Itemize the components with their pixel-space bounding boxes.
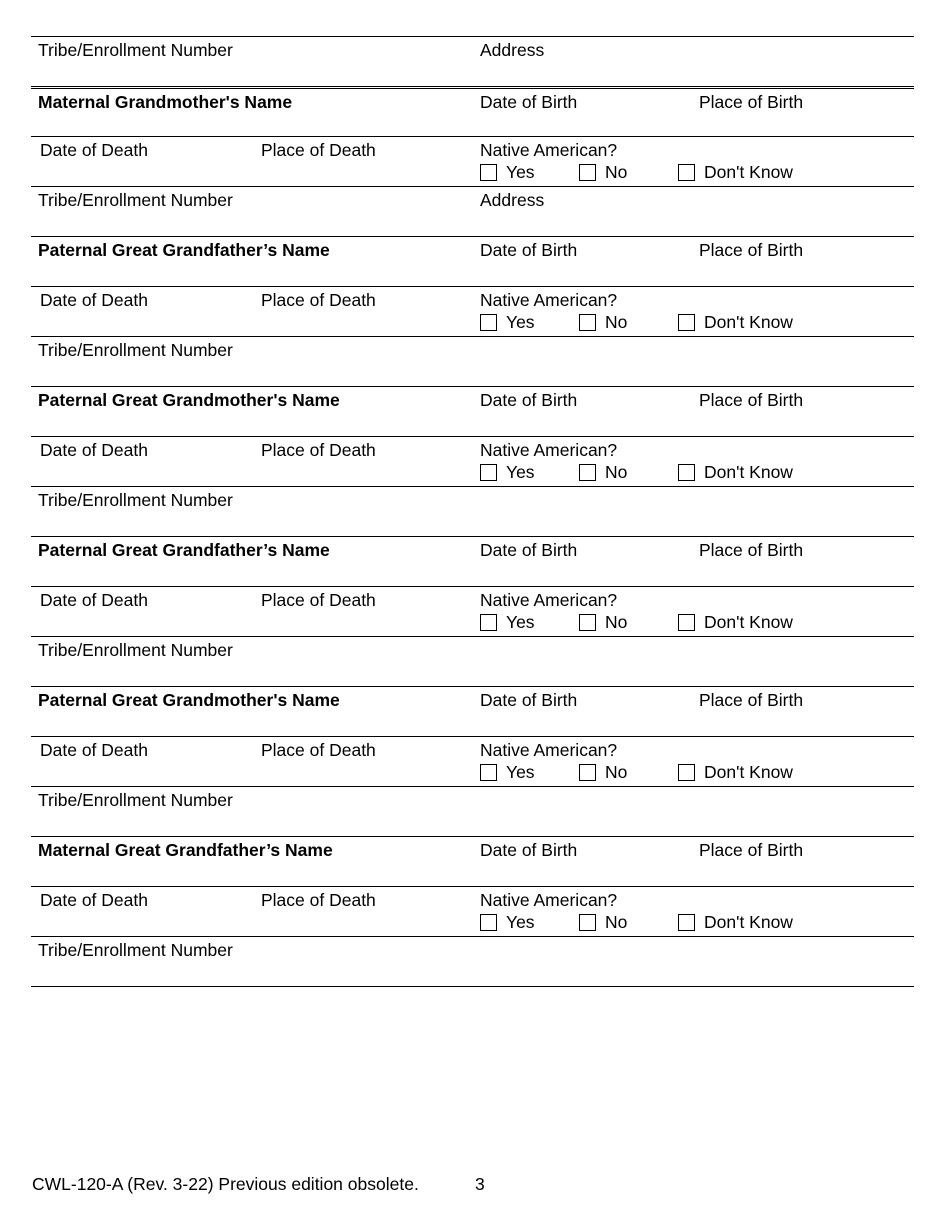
paternal-great-grandmother-name-label: Paternal Great Grandmother's Name (38, 390, 340, 410)
place-of-death-label: Place of Death (261, 590, 376, 610)
paternal-great-grandfather-name-label: Paternal Great Grandfather’s Name (38, 540, 330, 560)
date-of-death-label: Date of Death (40, 590, 148, 610)
checkbox-icon[interactable] (678, 764, 695, 781)
native-american-label: Native American? (480, 590, 618, 610)
native-american-options (480, 312, 910, 332)
checkbox-icon[interactable] (480, 764, 497, 781)
paternal-great-grandfather-2-death-row[interactable] (31, 586, 914, 636)
checkbox-icon[interactable] (579, 914, 596, 931)
checkbox-icon[interactable] (579, 314, 596, 331)
dont-know-checkbox[interactable]: Don't Know (678, 462, 793, 482)
maternal-grandmother-name-label: Maternal Grandmother's Name (38, 92, 293, 112)
paternal-great-grandfather-1-tribe-row[interactable] (31, 336, 914, 386)
place-of-death-label: Place of Death (261, 140, 376, 160)
no-checkbox[interactable]: No (579, 462, 627, 482)
place-of-death-label: Place of Death (261, 440, 376, 460)
place-of-birth-label: Place of Birth (699, 690, 804, 710)
checkbox-icon[interactable] (678, 914, 695, 931)
dont-know-checkbox[interactable]: Don't Know (678, 762, 793, 782)
native-american-options (480, 912, 910, 932)
native-american-label: Native American? (480, 140, 618, 160)
tribe-address-row (31, 36, 914, 86)
date-of-birth-label: Date of Birth (480, 92, 578, 112)
date-of-birth-label: Date of Birth (480, 240, 578, 260)
maternal-grandmother-name-row[interactable] (31, 86, 914, 136)
tribe-enrollment-label: Tribe/Enrollment Number (38, 190, 233, 210)
checkbox-icon[interactable] (480, 314, 497, 331)
paternal-great-grandfather-2-name-row[interactable] (31, 536, 914, 586)
no-checkbox[interactable]: No (579, 762, 627, 782)
dont-know-checkbox[interactable]: Don't Know (678, 612, 793, 632)
paternal-great-grandmother-1-name-row[interactable] (31, 386, 914, 436)
page-number: 3 (475, 1174, 485, 1194)
date-of-death-label: Date of Death (40, 290, 148, 310)
maternal-great-grandfather-name-label: Maternal Great Grandfather’s Name (38, 840, 333, 860)
paternal-great-grandfather-2-tribe-row[interactable] (31, 636, 914, 686)
place-of-birth-label: Place of Birth (699, 240, 804, 260)
place-of-birth-label: Place of Birth (699, 390, 804, 410)
native-american-options (480, 462, 910, 482)
checkbox-icon[interactable] (678, 614, 695, 631)
address-label: Address (480, 190, 545, 210)
yes-checkbox[interactable]: Yes (480, 762, 535, 782)
place-of-birth-label: Place of Birth (699, 540, 804, 560)
checkbox-icon[interactable] (480, 164, 497, 181)
ancestry-form (31, 36, 914, 987)
place-of-birth-label: Place of Birth (699, 92, 804, 112)
tribe-enrollment-label: Tribe/Enrollment Number (38, 340, 233, 360)
paternal-great-grandmother-name-label: Paternal Great Grandmother's Name (38, 690, 340, 710)
date-of-death-label: Date of Death (40, 740, 148, 760)
address-label: Address (480, 40, 545, 60)
checkbox-icon[interactable] (678, 464, 695, 481)
maternal-grandmother-tribe-row[interactable] (31, 186, 914, 236)
paternal-great-grandmother-1-tribe-row[interactable] (31, 486, 914, 536)
checkbox-icon[interactable] (579, 614, 596, 631)
maternal-grandmother-death-row[interactable] (31, 136, 914, 186)
paternal-great-grandfather-name-label: Paternal Great Grandfather’s Name (38, 240, 330, 260)
checkbox-icon[interactable] (678, 164, 695, 181)
checkbox-icon[interactable] (480, 914, 497, 931)
date-of-birth-label: Date of Birth (480, 690, 578, 710)
date-of-death-label: Date of Death (40, 440, 148, 460)
paternal-great-grandmother-2-name-row[interactable] (31, 686, 914, 736)
date-of-birth-label: Date of Birth (480, 390, 578, 410)
maternal-great-grandfather-tribe-row[interactable] (31, 936, 914, 986)
paternal-great-grandmother-2-tribe-row[interactable] (31, 786, 914, 836)
paternal-great-grandfather-1-name-row[interactable] (31, 236, 914, 286)
yes-checkbox[interactable]: Yes (480, 462, 535, 482)
date-of-death-label: Date of Death (40, 140, 148, 160)
no-checkbox[interactable]: No (579, 612, 627, 632)
dont-know-checkbox[interactable]: Don't Know (678, 162, 793, 182)
tribe-enrollment-label: Tribe/Enrollment Number (38, 490, 233, 510)
date-of-birth-label: Date of Birth (480, 840, 578, 860)
date-of-birth-label: Date of Birth (480, 540, 578, 560)
paternal-great-grandfather-1-death-row[interactable] (31, 286, 914, 336)
checkbox-icon[interactable] (579, 764, 596, 781)
native-american-options (480, 612, 910, 632)
tribe-enrollment-label: Tribe/Enrollment Number (38, 790, 233, 810)
place-of-death-label: Place of Death (261, 290, 376, 310)
yes-checkbox[interactable]: Yes (480, 912, 535, 932)
yes-checkbox[interactable]: Yes (480, 162, 535, 182)
native-american-label: Native American? (480, 440, 618, 460)
date-of-death-label: Date of Death (40, 890, 148, 910)
form-bottom-rule (31, 986, 914, 987)
checkbox-icon[interactable] (480, 614, 497, 631)
dont-know-checkbox[interactable]: Don't Know (678, 312, 793, 332)
checkbox-icon[interactable] (480, 464, 497, 481)
maternal-great-grandfather-death-row[interactable] (31, 886, 914, 936)
place-of-birth-label: Place of Birth (699, 840, 804, 860)
checkbox-icon[interactable] (579, 164, 596, 181)
place-of-death-label: Place of Death (261, 740, 376, 760)
form-id-footer: CWL-120-A (Rev. 3-22) Previous edition obsolete. (32, 1174, 419, 1194)
yes-checkbox[interactable]: Yes (480, 612, 535, 632)
checkbox-icon[interactable] (678, 314, 695, 331)
no-checkbox[interactable]: No (579, 912, 627, 932)
dont-know-checkbox[interactable]: Don't Know (678, 912, 793, 932)
tribe-enrollment-label: Tribe/Enrollment Number (38, 940, 233, 960)
place-of-death-label: Place of Death (261, 890, 376, 910)
native-american-label: Native American? (480, 740, 618, 760)
native-american-options (480, 162, 910, 182)
native-american-label: Native American? (480, 890, 618, 910)
no-checkbox[interactable]: No (579, 162, 627, 182)
no-checkbox[interactable]: No (579, 312, 627, 332)
tribe-enrollment-label: Tribe/Enrollment Number (38, 640, 233, 660)
paternal-great-grandmother-2-death-row[interactable] (31, 736, 914, 786)
yes-checkbox[interactable]: Yes (480, 312, 535, 332)
paternal-great-grandmother-1-death-row[interactable] (31, 436, 914, 486)
tribe-enrollment-label: Tribe/Enrollment Number (38, 40, 233, 60)
native-american-label: Native American? (480, 290, 618, 310)
maternal-great-grandfather-name-row[interactable] (31, 836, 914, 886)
checkbox-icon[interactable] (579, 464, 596, 481)
native-american-options (480, 762, 910, 782)
